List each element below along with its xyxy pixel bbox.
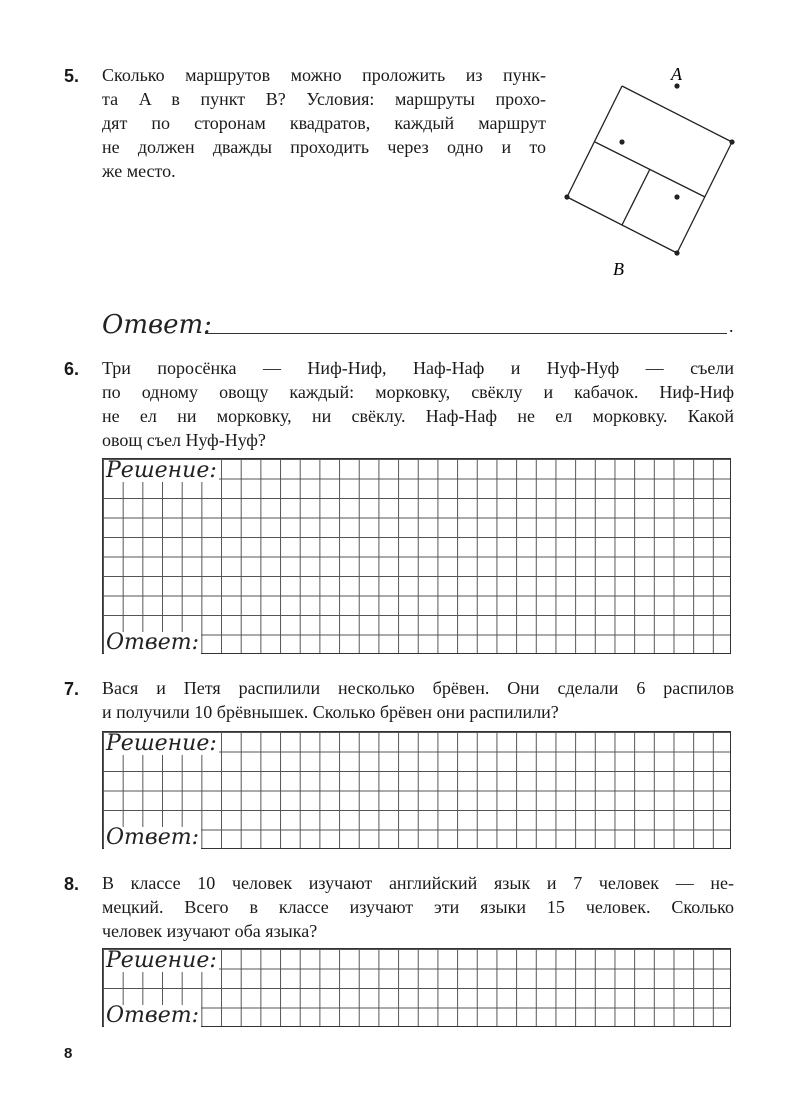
vertex-dot [674, 194, 679, 199]
problem-8-text [102, 871, 734, 943]
problem-5-text [102, 63, 546, 183]
vertex-a-dot [674, 83, 679, 88]
problem-5-line: же место. [102, 161, 176, 181]
problem-6-answer-label: Ответ: [106, 630, 199, 655]
problem-7-text [102, 676, 734, 724]
problem-6-line: овощ съел Нуф-Нуф? [102, 430, 266, 450]
problem-8-line: мецкий. Всего в классе изучают эти языки 15 человек. Сколько [102, 897, 734, 917]
vertex-dot [729, 139, 734, 144]
problem-5-line: та A в пункт B? Условия: маршруты прохо- [102, 89, 546, 109]
problem-6-number: 6. [64, 359, 80, 379]
problem-6-line: по одному овощу каждый: морковку, свёклу и кабачок. Ниф-Ниф [102, 382, 734, 402]
problem-6-line: не ел ни морковку, ни свёклу. Наф-Наф не ел морковку. Какой [102, 406, 734, 426]
problem-5-line: дят по сторонам квадратов, каждый маршрут [102, 113, 546, 133]
problem-7-number: 7. [64, 679, 80, 699]
problem-7-line: Вася и Петя распилили несколько брёвен. Они сделали 6 распилов [102, 678, 734, 698]
problem-5-answer-period: . [729, 316, 734, 336]
problem-6-solution-grid[interactable] [102, 458, 731, 654]
problem-5-answer-label: Ответ: [102, 310, 212, 340]
problem-8-answer-label: Ответ: [106, 1003, 199, 1028]
diagram-label-b: B [613, 259, 624, 279]
problem-8-line: В классе 10 человек изучают английский язык и 7 человек — не- [102, 873, 734, 893]
problem-7-solution-label: Решение: [106, 731, 217, 756]
problem-5-line: не должен дважды проходить через одно и то [102, 137, 546, 157]
page-number: 8 [64, 1045, 73, 1062]
problem-6-text [102, 356, 734, 452]
problem-5-answer-line[interactable] [205, 333, 727, 334]
problem-8-number: 8. [64, 874, 80, 894]
diagram-label-a: A [671, 64, 682, 84]
vertex-dot [619, 139, 624, 144]
vertex-b-dot [674, 250, 679, 255]
problem-7-answer-label: Ответ: [106, 825, 199, 850]
problem-8-line: человек изучают оба языка? [102, 921, 318, 941]
problem-6-solution-label: Решение: [106, 458, 217, 483]
problem-5-line: Сколько маршрутов можно проложить из пунк- [102, 65, 546, 85]
problem-5-number: 5. [64, 66, 80, 86]
problem-7-line: и получили 10 брёвнышек. Сколько брёвен они распилили? [102, 702, 559, 722]
problem-6-line: Три поросёнка — Ниф-Ниф, Наф-Наф и Нуф-Нуф — съели [102, 358, 734, 378]
squares-route-diagram [555, 60, 750, 285]
vertex-dot [564, 194, 569, 199]
problem-8-solution-label: Решение: [106, 948, 217, 973]
